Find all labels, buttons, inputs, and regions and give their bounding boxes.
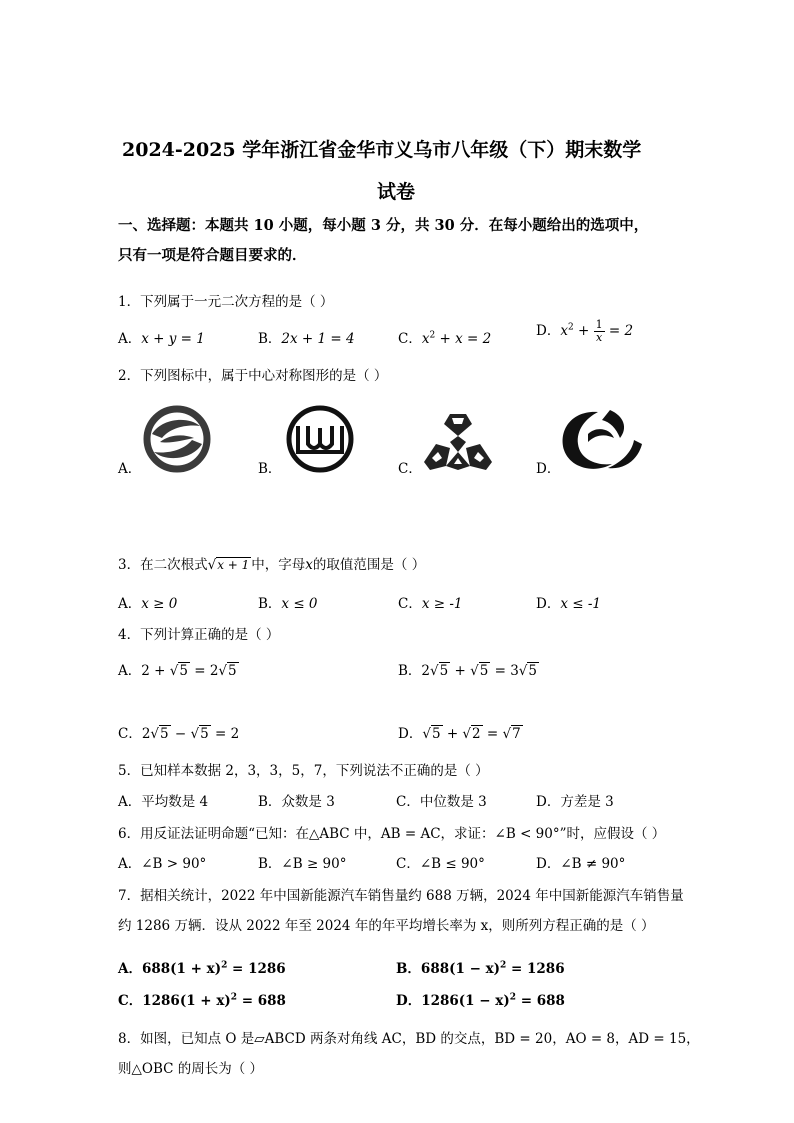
radicand: 5 — [200, 726, 209, 742]
option-label: C． — [118, 993, 143, 1009]
q3-option-d — [536, 592, 601, 612]
math-mid2: = 3√ — [490, 663, 528, 679]
q2-option-b-label: B． — [258, 461, 282, 477]
option-label: D． — [398, 726, 423, 742]
option-label: C． — [118, 726, 142, 742]
option-label: B． — [396, 961, 421, 977]
option-label: B． — [398, 663, 422, 679]
q3-stem-pre: 3．在二次根式 — [118, 557, 208, 573]
math-rest: = 688 — [516, 993, 565, 1009]
q1-option-d — [536, 319, 633, 344]
q2-stem: 2．下列图标中，属于中心对称图形的是（ ） — [118, 368, 388, 384]
exponent: 2 — [429, 330, 436, 341]
option-math-base: x — [560, 323, 568, 339]
triangle-knot-emblem-icon — [420, 406, 496, 474]
q3-stem-mid: 中，字母 — [251, 557, 306, 573]
option-label: D． — [396, 993, 422, 1009]
section-heading-line1: 一、选择题：本题共 10 小题，每小题 3 分，共 30 分．在每小题给出的选项中， — [118, 217, 649, 234]
math-base: 688(1 − x) — [420, 961, 501, 977]
q1-option-a — [118, 327, 205, 347]
q5-option-b: B．众数是 3 — [258, 794, 335, 810]
q2-option-a-label: A． — [118, 461, 142, 477]
q2-option-c-label: C． — [398, 461, 422, 477]
radicand: 7 — [512, 726, 521, 742]
exponent: 2 — [509, 992, 516, 1003]
option-math-rest: + x = 2 — [435, 331, 492, 347]
q5-stem: 5．已知样本数据 2，3，3，5，7，下列说法不正确的是（ ） — [118, 763, 489, 779]
q1-stem: 1．下列属于一元二次方程的是（ ） — [118, 294, 334, 310]
q6-option-a: A．∠B > 90° — [118, 856, 207, 872]
option-math: x ≥ -1 — [421, 596, 463, 612]
q2-option-d-label: D． — [536, 461, 561, 477]
option-label: C． — [398, 596, 422, 612]
q1-option-b — [258, 327, 355, 347]
option-label: B． — [258, 331, 282, 347]
q4-option-b — [398, 659, 539, 679]
q6-option-c: C．∠B ≤ 90° — [396, 856, 485, 872]
swirl-emblem-icon — [140, 404, 214, 474]
q6-option-b: B．∠B ≥ 90° — [258, 856, 347, 872]
math-base: 688(1 + x) — [141, 961, 222, 977]
math-mid: + √ — [442, 726, 472, 742]
math-base: 1286(1 − x) — [421, 993, 510, 1009]
q5-option-d: D．方差是 3 — [536, 794, 614, 810]
option-label: A． — [118, 596, 142, 612]
option-math-plus: + — [573, 323, 594, 339]
page-title-line1: 2024-2025 学年浙江省金华市义乌市八年级（下）期末数学 — [122, 139, 642, 161]
exponent: 2 — [221, 960, 228, 971]
radicand: 5 — [160, 726, 169, 742]
section-heading-line2: 只有一项是符合题目要求的． — [118, 247, 307, 264]
q5-option-a: A．平均数是 4 — [118, 794, 209, 810]
math-rest: = 1286 — [506, 961, 565, 977]
option-label: A． — [118, 663, 142, 679]
option-label: D． — [536, 596, 561, 612]
option-math-base: x — [421, 331, 430, 347]
math-rest: = 1286 — [227, 961, 286, 977]
exponent: 2 — [567, 322, 574, 333]
crescent-emblem-icon — [558, 404, 644, 476]
math-mid: = 2√ — [189, 663, 228, 679]
math-post: = 2 — [210, 726, 240, 742]
radicand: 5 — [439, 663, 449, 679]
exponent: 2 — [500, 960, 507, 971]
w-circle-emblem-icon — [284, 404, 356, 474]
option-label: D． — [536, 323, 561, 339]
fraction — [594, 319, 605, 344]
page-title-line2: 试卷 — [377, 181, 416, 203]
option-math: x ≤ 0 — [281, 596, 318, 612]
math-pre: 2 + √ — [141, 663, 179, 679]
q7-stem-line2: 约 1286 万辆．设从 2022 年至 2024 年的年平均增长率为 x，则所列方程正确的是（ ） — [118, 918, 655, 934]
variable: x — [305, 557, 313, 573]
option-label: A． — [118, 331, 142, 347]
fraction-denominator: x — [595, 331, 603, 344]
option-math: x ≤ -1 — [560, 596, 601, 612]
math-mid2: = √ — [482, 726, 512, 742]
math-mid: − √ — [170, 726, 200, 742]
option-math: x + y = 1 — [141, 331, 205, 347]
q7-option-a — [118, 957, 286, 977]
option-label: C． — [398, 331, 422, 347]
radicand: 5 — [431, 726, 441, 742]
option-label: A． — [118, 961, 142, 977]
exponent: 2 — [230, 992, 238, 1003]
q3-option-c — [398, 592, 463, 612]
math-pre: 2√ — [141, 726, 160, 742]
q1-option-c — [398, 327, 491, 347]
radicand: x + 1 — [217, 558, 250, 572]
q6-option-d: D．∠B ≠ 90° — [536, 856, 626, 872]
q4-stem: 4．下列计算正确的是（ ） — [118, 627, 280, 643]
q3-option-a — [118, 592, 177, 612]
option-math: 2x + 1 = 4 — [281, 331, 355, 347]
q3-stem — [118, 553, 425, 573]
fraction-numerator: 1 — [595, 318, 603, 331]
option-math-rest: = 2 — [604, 323, 634, 339]
q4-option-a — [118, 659, 239, 679]
q5-option-c: C．中位数是 3 — [396, 794, 487, 810]
q7-option-d — [396, 989, 565, 1009]
math-base: 1286(1 + x) — [142, 993, 231, 1009]
q4-option-c — [118, 722, 239, 742]
q7-option-c — [118, 989, 286, 1009]
q6-stem: 6．用反证法证明命题“已知：在△ABC 中，AB = AC，求证：∠B < 90°”时，应假设（ ） — [118, 826, 666, 842]
q8-stem-line1: 8．如图，已知点 O 是▱ABCD 两条对角线 AC，BD 的交点，BD = 20，AO = 8，AD = 15， — [118, 1031, 700, 1047]
q7-stem-line1: 7．据相关统计，2022 年中国新能源汽车销售量约 688 万辆，2024 年中国新能源汽车销售量 — [118, 888, 684, 904]
q4-option-d — [398, 722, 523, 742]
math-pre: √ — [422, 726, 431, 742]
math-pre: 2√ — [421, 663, 439, 679]
math-rest: = 688 — [237, 993, 286, 1009]
q3-stem-post: 的取值范围是（ ） — [312, 557, 426, 573]
option-label: B． — [258, 596, 282, 612]
radicand: 5 — [179, 663, 188, 679]
radicand: 5 — [228, 663, 237, 679]
radicand: 5 — [479, 663, 489, 679]
math-mid: + √ — [450, 663, 479, 679]
q7-option-b — [396, 957, 565, 977]
option-math: x ≥ 0 — [141, 596, 178, 612]
q8-stem-line2: 则△OBC 的周长为（ ） — [118, 1061, 264, 1077]
radicand: 5 — [528, 663, 537, 679]
q3-option-b — [258, 592, 318, 612]
sqrt-symbol: √ — [207, 557, 217, 573]
radicand: 2 — [472, 726, 481, 742]
